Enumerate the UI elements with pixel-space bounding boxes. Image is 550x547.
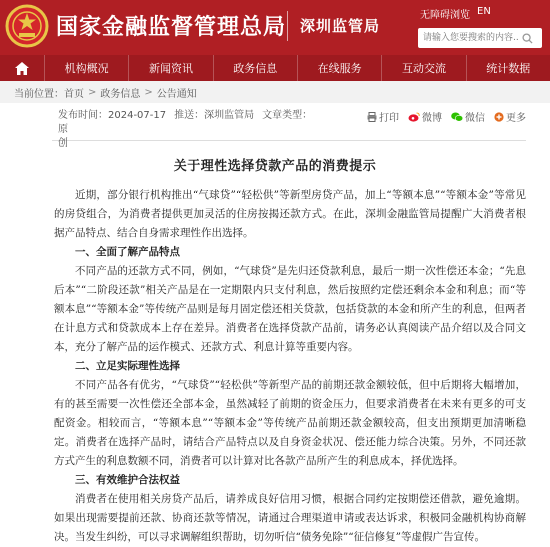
wechat-icon <box>451 112 463 122</box>
header-divider <box>287 11 288 41</box>
print-label: 打印 <box>379 113 399 124</box>
nav-item-news[interactable]: 新闻资讯 <box>128 55 212 81</box>
article-info <box>58 109 318 151</box>
article-meta <box>52 103 526 149</box>
article-body <box>54 186 526 547</box>
share-tools <box>367 109 526 124</box>
article-type: 文章类型：原 <box>58 110 313 135</box>
weibo-icon <box>408 112 420 122</box>
nav-item-government-info[interactable]: 政务信息 <box>213 55 297 81</box>
nav-item-about[interactable]: 机构概况 <box>44 55 128 81</box>
plus-icon <box>494 112 504 122</box>
site-title[interactable]: 国家金融监督管理总局 <box>56 15 287 40</box>
publish-date: 发布时间：2024-07-17 <box>58 110 167 121</box>
section-heading-1: 一、全面了解产品特点 <box>75 246 180 258</box>
search-icon[interactable] <box>518 29 536 47</box>
publisher: 推送：深圳监管局 <box>174 110 255 121</box>
print-icon <box>367 112 377 122</box>
section-paragraph-3: 消费者在使用相关房贷产品后，请养成良好信用习惯，根据合同约定按期偿还借款，避免逾期。如果出现需要提前还款、协商还款等情况，请通过合理渠道申请或表达诉求，积极同金融机构协商解决。当发生纠纷，可以寻求调解组织帮助，切勿听信“债务免除”“征信修复”等虚假广告宣传。 <box>54 493 526 543</box>
wechat-share-button[interactable] <box>451 109 485 124</box>
weibo-share-button[interactable] <box>408 109 442 124</box>
breadcrumb <box>0 81 550 103</box>
wechat-label: 微信 <box>465 113 485 124</box>
search-input[interactable] <box>418 29 518 47</box>
national-emblem-icon <box>5 4 49 48</box>
weibo-label: 微博 <box>422 113 442 124</box>
main-nav <box>0 55 550 81</box>
breadcrumb-separator: > <box>88 86 97 98</box>
search-box <box>418 28 542 48</box>
article-intro: 近期，部分银行机构推出“气球贷”“轻松供”等新型房贷产品，加上“等额本息”“等额本金”等常见的房贷组合，为消费者提供更加灵活的住房按揭还款方式。在此，深圳金融监管局提醒广大消费者根据产品特点、结合自身需求理性作出选择。 <box>54 189 526 239</box>
accessibility-link[interactable]: 无障碍浏览 <box>420 10 470 21</box>
breadcrumb-government-info[interactable]: 政务信息 <box>100 88 141 100</box>
print-button[interactable] <box>367 109 399 124</box>
breadcrumb-notices[interactable]: 公告通知 <box>156 88 197 100</box>
section-paragraph-2: 不同产品各有优劣，“气球贷”“轻松供”等新型产品的前期还款金额较低，但中后期将大幅增加，有的甚至需要一次性偿还全部本金，虽然减轻了前期的资金压力，但要求消费者在未来有更多的可支配资金。相较而言，“等额本息”“等额本金”等传统产品前期还款金额较高，但支出预期更加清晰稳定。消费者在选择产品时，请结合产品特点以及自身资金状况、偿还能力综合决策。另外，不同还款方式产生的利息数额不同，消费者可以计算对比各款产品所产生的利息成本，择优选择。 <box>54 379 526 467</box>
breadcrumb-label: 当前位置： <box>14 88 64 100</box>
site-subtitle[interactable]: 深圳监管局 <box>300 17 381 35</box>
home-icon[interactable] <box>0 55 44 81</box>
article-title: 关于理性选择贷款产品的消费提示 <box>173 159 377 174</box>
language-link[interactable]: EN <box>477 6 491 17</box>
nav-item-online-service[interactable]: 在线服务 <box>297 55 381 81</box>
section-heading-2: 二、立足实际理性选择 <box>75 360 180 372</box>
breadcrumb-home[interactable]: 首页 <box>64 88 84 100</box>
section-heading-3: 三、有效维护合法权益 <box>75 474 180 486</box>
nav-item-statistics[interactable]: 统计数据 <box>466 55 550 81</box>
article-type-cont: 创 <box>58 138 68 149</box>
more-share-button[interactable] <box>494 109 526 124</box>
nav-item-interaction[interactable]: 互动交流 <box>381 55 465 81</box>
site-header <box>0 0 550 55</box>
breadcrumb-separator: > <box>144 86 153 98</box>
more-label: 更多 <box>506 113 526 124</box>
section-paragraph-1: 不同产品的还款方式不同，例如，“气球贷”是先归还贷款利息，最后一期一次性偿还本金；“先息后本”“二阶段还款”相关产品是在一定期限内只支付利息，然后按照约定偿还剩余本金和利息；而“等额本息”“等额本金”等传统产品则是每月固定偿还相关贷款，包括贷款的本金和所产生的利息，但两者在计息方式和贷款成本上存在差异。消费者在选择贷款产品前，请务必认真阅读产品介绍以及合同文本，充分了解产品的运作模式、还款方式、利息计算等重要内容。 <box>54 265 526 353</box>
